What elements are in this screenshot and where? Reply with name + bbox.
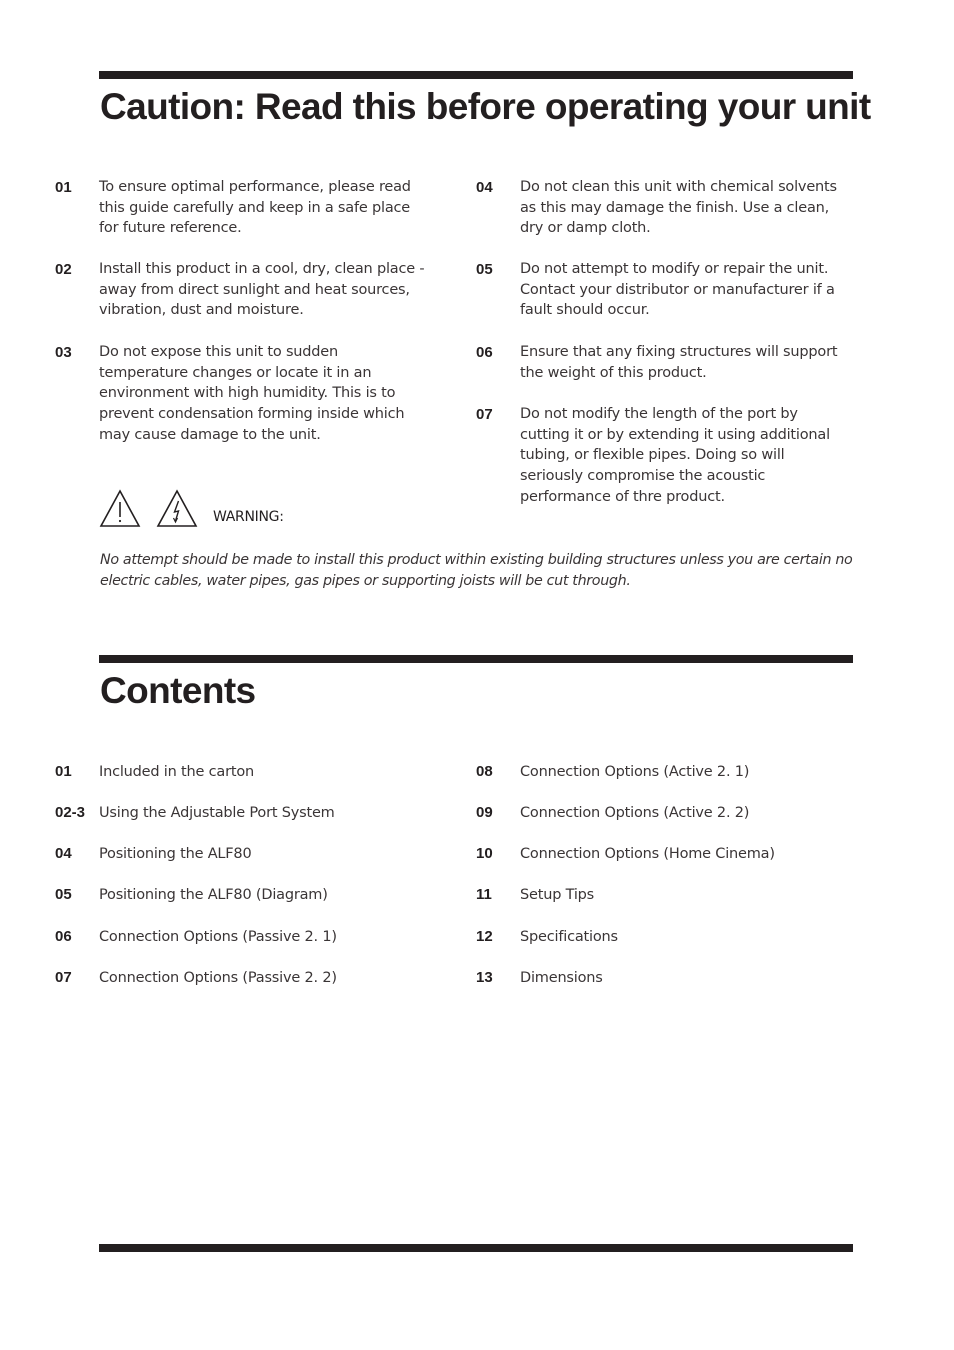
toc-page-number: 09 [476, 804, 493, 821]
toc-entry-title: Connection Options (Active 2. 2) [520, 805, 750, 821]
caution-item-text: Do not expose this unit to sudden temperature changes or locate it in an environment with high humidity. This is to prevent condensation forming inside which may cause damage to the unit. [99, 344, 405, 443]
toc-page-number: 04 [55, 845, 72, 862]
toc-item [476, 843, 876, 865]
toc-item [476, 926, 876, 948]
toc-entry-title: Connection Options (Home Cinema) [520, 846, 775, 862]
toc-entry-title: Connection Options (Passive 2. 1) [99, 929, 337, 945]
toc-item [476, 967, 876, 989]
toc-item [476, 884, 876, 906]
warning-text: No attempt should be made to install this product within existing building structures unless you are certain no electric cables, water pipes, gas pipes or supporting joists will be cut through. [100, 552, 853, 589]
toc-page-number: 02-3 [55, 804, 86, 821]
caution-item-number: 03 [55, 344, 72, 361]
caution-item-number: 01 [55, 179, 72, 196]
caution-item-number: 07 [476, 406, 493, 423]
caution-item-text: Do not clean this unit with chemical solvents as this may damage the finish. Use a clean, dry or damp cloth. [520, 179, 837, 237]
caution-item-text: Ensure that any fixing structures will support the weight of this product. [520, 344, 838, 381]
toc-entry-title: Positioning the ALF80 [99, 846, 252, 862]
top-rule [99, 71, 853, 79]
toc-item [55, 884, 455, 906]
toc-item [55, 843, 455, 865]
toc-entry-title: Connection Options (Active 2. 1) [520, 764, 750, 780]
toc-entry-title: Positioning the ALF80 (Diagram) [99, 887, 328, 903]
toc-item [55, 967, 455, 989]
caution-item-text: To ensure optimal performance, please read this guide carefully and keep in a safe place for future reference. [99, 179, 411, 237]
toc-entry-title: Dimensions [520, 970, 603, 986]
toc-item [55, 926, 455, 948]
caution-item-number: 05 [476, 261, 493, 278]
toc-entry-title: Connection Options (Passive 2. 2) [99, 970, 337, 986]
warning-label: WARNING: [213, 509, 284, 525]
toc-page-number: 08 [476, 763, 493, 780]
contents-rule [99, 655, 853, 663]
caution-item-number: 06 [476, 344, 493, 361]
toc-page-number: 05 [55, 886, 72, 903]
toc-page-number: 07 [55, 969, 72, 986]
toc-page-number: 13 [476, 969, 493, 986]
caution-title: Caution: Read this before operating your unit [100, 86, 871, 127]
toc-entry-title: Using the Adjustable Port System [99, 805, 335, 821]
toc-page-number: 10 [476, 845, 493, 862]
caution-item-text: Do not modify the length of the port by cutting it or by extending it using additional tubing, or flexible pipes. Doing so will seriously compromise the acoustic performance of thre product. [520, 406, 830, 505]
toc-page-number: 11 [476, 886, 492, 903]
caution-item-number: 02 [55, 261, 72, 278]
toc-entry-title: Specifications [520, 929, 618, 945]
toc-entry-title: Setup Tips [520, 887, 595, 903]
caution-item-number: 04 [476, 179, 493, 196]
exclamation-triangle-icon [99, 489, 141, 529]
contents-title: Contents [100, 670, 256, 711]
bottom-rule [99, 1244, 853, 1252]
electric-hazard-icon [156, 489, 198, 529]
caution-item-text: Install this product in a cool, dry, clean place - away from direct sunlight and heat sources, vibration, dust and moisture. [99, 261, 425, 319]
toc-item [476, 802, 876, 824]
toc-item [55, 761, 455, 783]
toc-page-number: 06 [55, 928, 72, 945]
toc-entry-title: Included in the carton [99, 764, 254, 780]
caution-item-text: Do not attempt to modify or repair the unit. Contact your distributor or manufacturer if a fault should occur. [520, 261, 835, 319]
toc-item [55, 802, 455, 824]
toc-item [476, 761, 876, 783]
toc-page-number: 01 [55, 763, 72, 780]
toc-page-number: 12 [476, 928, 493, 945]
